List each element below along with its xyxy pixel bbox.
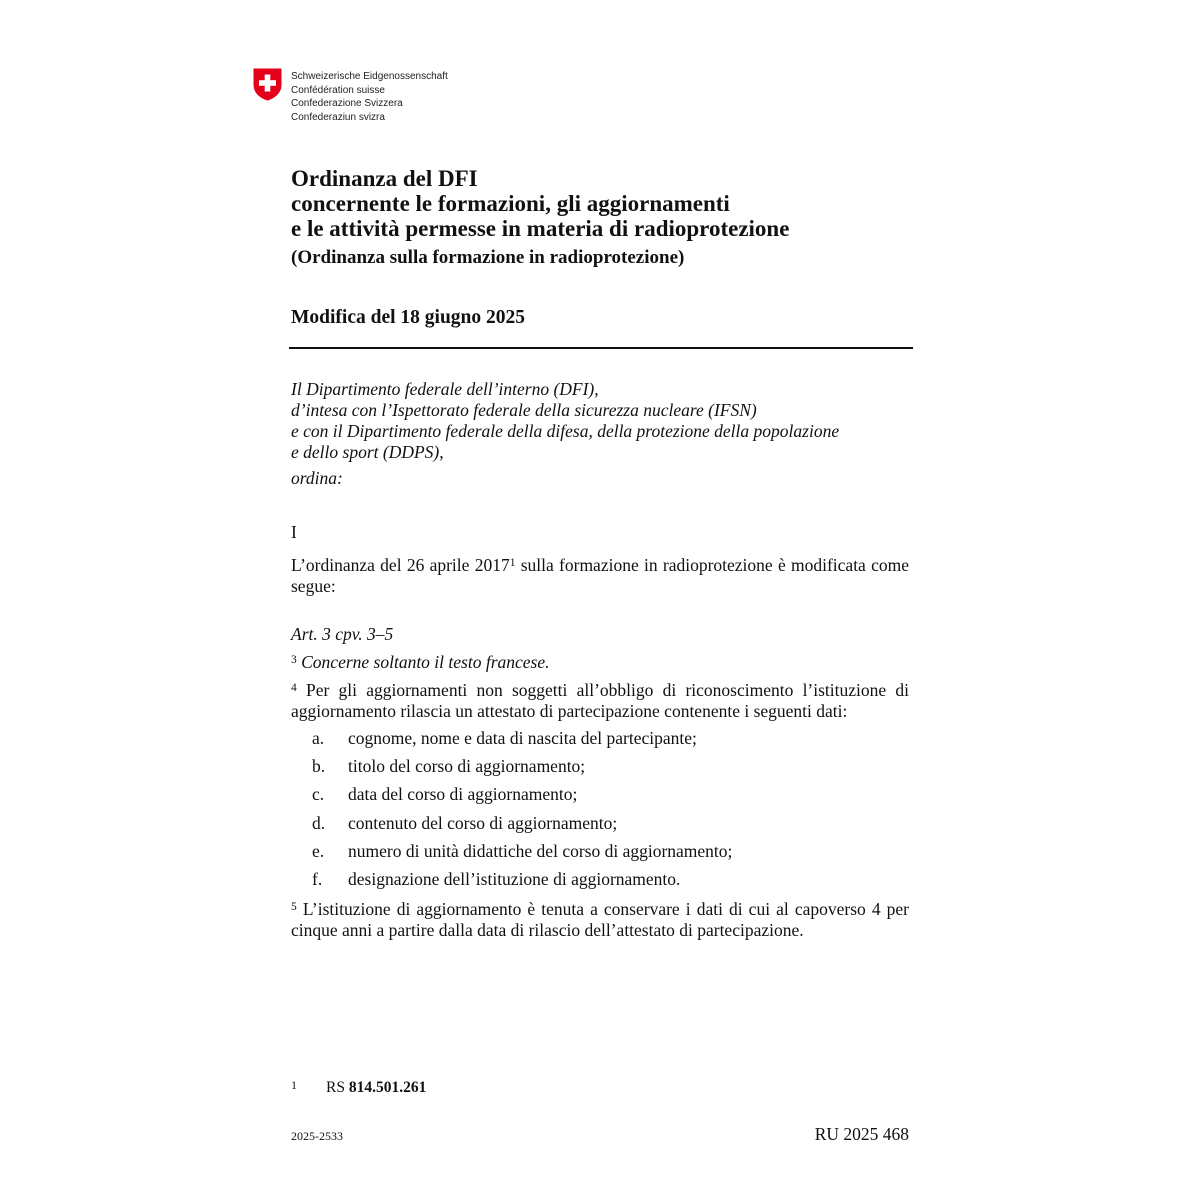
footnote-number: 1: [291, 1078, 297, 1092]
confederation-name-rm: Confederaziun svizra: [291, 111, 385, 123]
document-id: 2025-2533: [291, 1129, 343, 1143]
paragraph-4-number: 4: [291, 682, 297, 694]
confederation-name-de: Schweizerische Eidgenossenschaft: [291, 71, 448, 82]
list-letter: c.: [312, 784, 325, 805]
preamble: [291, 379, 911, 489]
confederation-name-fr: Confédération suisse: [291, 84, 385, 96]
list-letter: d.: [312, 812, 326, 833]
document-title: [291, 166, 789, 241]
paragraph-3-number: 3: [291, 654, 297, 666]
official-reference: RU 2025 468: [814, 1124, 909, 1144]
list-letter: f.: [312, 868, 323, 889]
intro-text-start: L’ordinanza del 26 aprile 2017: [291, 555, 510, 575]
list-item: [291, 813, 909, 841]
list-text: designazione dell’istituzione di aggiornamento.: [348, 868, 681, 889]
preamble-line-4: e dello sport (DDPS),: [291, 442, 444, 462]
list-text: data del corso di aggiornamento;: [348, 784, 578, 805]
confederation-names: [291, 70, 448, 124]
paragraph-5: [291, 899, 909, 941]
section-intro: [291, 555, 909, 597]
confederation-name-it: Confederazione Svizzera: [291, 98, 403, 109]
enacting-formula: ordina:: [291, 468, 343, 488]
article-heading: Art. 3 cpv. 3–5: [291, 624, 394, 644]
list-text: contenuto del corso di aggiornamento;: [348, 812, 618, 833]
list-item: [291, 784, 909, 812]
paragraph-5-number: 5: [291, 901, 297, 913]
preamble-line-3: e con il Dipartimento federale della difesa, della protezione della popolazione: [291, 421, 840, 441]
section-number: I: [291, 522, 297, 542]
footnote-ref[interactable]: 1: [509, 557, 516, 569]
data-list: [291, 728, 909, 897]
paragraph-3-text: Concerne soltanto il testo francese.: [296, 652, 550, 672]
title-line-2: concernente le formazioni, gli aggiornamenti: [291, 191, 730, 216]
footnote-text: [326, 1079, 426, 1097]
list-item: [291, 841, 909, 869]
preamble-line-1: Il Dipartimento federale dell’interno (DFI),: [291, 379, 599, 399]
paragraph-5-text: L’istituzione di aggiornamento è tenuta a conservare i dati di cui al capoverso 4 per cinque anni a partire dalla data di rilascio dell’attestato di partecipazione.: [291, 899, 909, 940]
amendment-date: Modifica del 18 giugno 2025: [291, 307, 526, 328]
intro-text-end: sulla formazione in radioprotezione è modificata come segue:: [291, 555, 909, 596]
paragraph-3: [291, 652, 550, 673]
footnote-prefix: RS: [326, 1079, 349, 1096]
footnote-reference: 814.501.261: [348, 1079, 427, 1096]
preamble-line-2: d’intesa con l’Ispettorato federale della sicurezza nucleare (IFSN): [291, 400, 757, 420]
title-line-1: Ordinanza del DFI: [291, 166, 478, 191]
list-text: titolo del corso di aggiornamento;: [348, 756, 586, 777]
list-text: cognome, nome e data di nascita del partecipante;: [348, 728, 697, 748]
paragraph-4: [291, 680, 909, 722]
title-divider: [289, 347, 913, 349]
short-title: (Ordinanza sulla formazione in radioprotezione): [291, 247, 685, 268]
list-item: [291, 728, 909, 756]
list-letter: e.: [312, 840, 325, 861]
swiss-coat-of-arms-icon: [253, 68, 282, 101]
paragraph-4-text: Per gli aggiornamenti non soggetti all’obbligo di riconoscimento l’istituzione di aggiornamento rilascia un attestato di partecipazione contenente i seguenti dati:: [291, 680, 909, 721]
list-item: [291, 756, 909, 784]
list-letter: a.: [312, 728, 325, 748]
list-text: numero di unità didattiche del corso di aggiornamento;: [348, 840, 733, 861]
list-item: [291, 869, 909, 897]
title-line-3: e le attività permesse in materia di radioprotezione: [291, 216, 790, 241]
list-letter: b.: [312, 756, 326, 777]
